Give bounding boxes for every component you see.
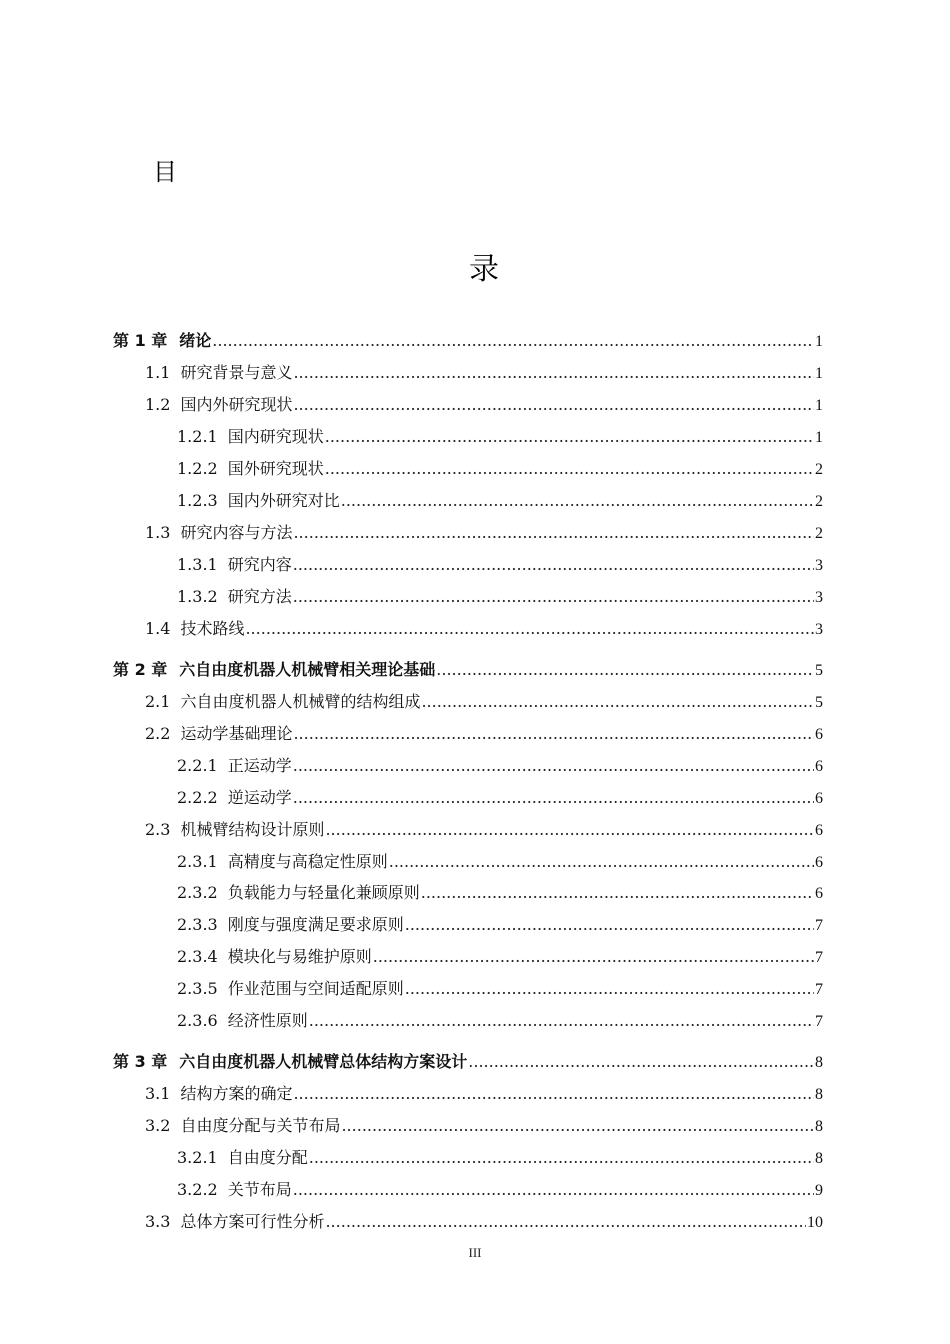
toc-leader-dots — [293, 755, 814, 777]
toc-entry-number: 2.2.1 — [177, 756, 218, 775]
toc-entry-level2[interactable] — [145, 522, 823, 544]
toc-entry-number: 1.2.1 — [177, 427, 218, 446]
toc-entry-page-number: 8 — [815, 1150, 823, 1167]
toc-leader-dots — [373, 946, 814, 968]
toc-entry-page-number: 9 — [815, 1182, 823, 1199]
toc-entry-page-number: 3 — [815, 557, 823, 574]
toc-entry-title: 运动学基础理论 — [180, 724, 293, 743]
toc-leader-dots — [405, 978, 814, 1000]
toc-entry-number: 2.3.5 — [177, 979, 218, 998]
toc-entry-page-number: 3 — [815, 621, 823, 638]
toc-entry-page-number: 6 — [815, 885, 823, 902]
toc-entry-title: 刚度与强度满足要求原则 — [227, 915, 404, 934]
toc-entry-title: 六自由度机器人机械臂总体结构方案设计 — [179, 1052, 468, 1071]
toc-entry-number: 第 1 章 — [113, 331, 168, 350]
toc-entry-level2[interactable] — [145, 1115, 823, 1137]
toc-entry-level2[interactable] — [145, 618, 823, 640]
toc-entry-title: 经济性原则 — [227, 1011, 308, 1030]
toc-entry-title: 六自由度机器人机械臂相关理论基础 — [179, 660, 436, 679]
toc-entry-level3[interactable] — [177, 946, 823, 968]
toc-entry-title: 国内外研究对比 — [227, 491, 340, 510]
toc-entry-title: 机械臂结构设计原则 — [180, 820, 325, 839]
toc-entry-page-number: 6 — [815, 854, 823, 871]
toc-entry-number: 2.3.6 — [177, 1011, 218, 1030]
toc-entry-page-number: 1 — [815, 397, 823, 414]
toc-entry-level3[interactable] — [177, 1179, 823, 1201]
toc-entry-title: 关节布局 — [227, 1180, 292, 1199]
toc-leader-dots — [293, 586, 814, 608]
toc-entry-page-number: 6 — [815, 790, 823, 807]
toc-entry-level3[interactable] — [177, 490, 823, 512]
toc-leader-dots — [293, 554, 814, 576]
toc-leader-dots — [341, 1115, 814, 1137]
toc-leader-dots — [389, 851, 814, 873]
toc-entry-level3[interactable] — [177, 851, 823, 873]
toc-title-first-char: 目 — [153, 158, 177, 186]
toc-entry-number: 1.4 — [145, 619, 171, 638]
toc-leader-dots — [212, 330, 814, 352]
toc-entry-number: 1.3.2 — [177, 587, 218, 606]
toc-entry-title: 国外研究现状 — [227, 459, 324, 478]
toc-entry-level3[interactable] — [177, 882, 823, 904]
footer-page-number: III — [468, 1245, 482, 1260]
toc-entry-page-number: 8 — [815, 1054, 823, 1071]
toc-entry-number: 1.3 — [145, 523, 171, 542]
toc-entry-level3[interactable] — [177, 1010, 823, 1032]
toc-entry-page-number: 1 — [815, 365, 823, 382]
toc-entry-level2[interactable] — [145, 723, 823, 745]
toc-leader-dots — [309, 1010, 814, 1032]
toc-leader-dots — [245, 618, 814, 640]
toc-leader-dots — [293, 394, 814, 416]
toc-entry-number: 2.1 — [145, 692, 171, 711]
toc-entry-title: 技术路线 — [180, 619, 245, 638]
toc-entry-title: 六自由度机器人机械臂的结构组成 — [180, 692, 421, 711]
toc-leader-dots — [325, 1211, 806, 1233]
toc-entry-title: 研究内容与方法 — [180, 523, 293, 542]
toc-entry-title: 自由度分配与关节布局 — [180, 1116, 341, 1135]
toc-entry-page-number: 10 — [807, 1214, 823, 1231]
toc-entry-level1[interactable] — [113, 330, 823, 352]
toc-leader-dots — [293, 1179, 814, 1201]
toc-entry-number: 3.2 — [145, 1116, 171, 1135]
toc-entry-title: 自由度分配 — [227, 1148, 308, 1167]
toc-entry-number: 2.3 — [145, 820, 171, 839]
toc-entry-number: 3.3 — [145, 1212, 171, 1231]
toc-entry-title: 绪论 — [179, 331, 212, 350]
toc-entry-level2[interactable] — [145, 1083, 823, 1105]
toc-leader-dots — [421, 882, 814, 904]
toc-entry-level2[interactable] — [145, 691, 823, 713]
toc-entry-number: 2.3.1 — [177, 852, 218, 871]
toc-entry-level2[interactable] — [145, 362, 823, 384]
toc-leader-dots — [325, 819, 814, 841]
toc-entry-title: 正运动学 — [227, 756, 292, 775]
toc-leader-dots — [293, 1083, 814, 1105]
toc-entry-page-number: 8 — [815, 1118, 823, 1135]
toc-entry-number: 3.1 — [145, 1084, 171, 1103]
toc-entry-title: 逆运动学 — [227, 788, 292, 807]
toc-entry-level3[interactable] — [177, 1147, 823, 1169]
toc-entry-level1[interactable] — [113, 1051, 823, 1073]
toc-leader-dots — [421, 691, 814, 713]
toc-entry-title: 研究方法 — [227, 587, 292, 606]
toc-entry-title: 国内外研究现状 — [180, 395, 293, 414]
toc-entry-title: 负载能力与轻量化兼顾原则 — [227, 883, 420, 902]
toc-entry-level2[interactable] — [145, 394, 823, 416]
toc-entry-page-number: 2 — [815, 461, 823, 478]
toc-leader-dots — [468, 1051, 814, 1073]
toc-leader-dots — [325, 458, 814, 480]
toc-entry-page-number: 7 — [815, 949, 823, 966]
toc-entry-page-number: 1 — [815, 429, 823, 446]
toc-entry-level3[interactable] — [177, 554, 823, 576]
toc-entry-level3[interactable] — [177, 755, 823, 777]
toc-entry-level3[interactable] — [177, 586, 823, 608]
toc-entry-number: 第 2 章 — [113, 660, 168, 679]
toc-entry-number: 2.2.2 — [177, 788, 218, 807]
toc-entry-number: 1.1 — [145, 363, 171, 382]
toc-entry-level3[interactable] — [177, 914, 823, 936]
toc-entry-title: 结构方案的确定 — [180, 1084, 293, 1103]
toc-leader-dots — [341, 490, 814, 512]
toc-leader-dots — [325, 426, 814, 448]
toc-entry-number: 1.2.3 — [177, 491, 218, 510]
toc-entry-number: 3.2.1 — [177, 1148, 218, 1167]
toc-entry-page-number: 7 — [815, 917, 823, 934]
toc-entry-number: 2.3.4 — [177, 947, 218, 966]
toc-entry-number: 1.3.1 — [177, 555, 218, 574]
toc-entry-level3[interactable] — [177, 978, 823, 1000]
toc-title-second-char: 录 — [469, 252, 499, 287]
toc-entry-page-number: 2 — [815, 493, 823, 510]
toc-entry-title: 总体方案可行性分析 — [180, 1212, 325, 1231]
toc-leader-dots — [293, 723, 814, 745]
toc-entry-level1[interactable] — [113, 659, 823, 681]
toc-entry-level3[interactable] — [177, 426, 823, 448]
toc-entry-number: 2.3.2 — [177, 883, 218, 902]
toc-entry-page-number: 6 — [815, 726, 823, 743]
toc-entry-title: 国内研究现状 — [227, 427, 324, 446]
toc-entry-page-number: 6 — [815, 822, 823, 839]
toc-entry-level2[interactable] — [145, 819, 823, 841]
toc-entry-page-number: 3 — [815, 589, 823, 606]
toc-entry-level2[interactable] — [145, 1211, 823, 1233]
toc-entry-number: 2.3.3 — [177, 915, 218, 934]
toc-entry-number: 2.2 — [145, 724, 171, 743]
toc-entry-level3[interactable] — [177, 787, 823, 809]
toc-leader-dots — [436, 659, 814, 681]
toc-leader-dots — [293, 362, 814, 384]
toc-entry-page-number: 7 — [815, 1013, 823, 1030]
toc-entry-number: 第 3 章 — [113, 1052, 168, 1071]
toc-leader-dots — [309, 1147, 814, 1169]
toc-entry-number: 1.2 — [145, 395, 171, 414]
toc-entry-number: 1.2.2 — [177, 459, 218, 478]
toc-entry-title: 模块化与易维护原则 — [227, 947, 372, 966]
toc-entry-level3[interactable] — [177, 458, 823, 480]
toc-entry-title: 高精度与高稳定性原则 — [227, 852, 388, 871]
toc-leader-dots — [293, 522, 814, 544]
toc-entry-page-number: 5 — [815, 694, 823, 711]
toc-entry-title: 作业范围与空间适配原则 — [227, 979, 404, 998]
toc-leader-dots — [293, 787, 814, 809]
toc-entry-page-number: 2 — [815, 525, 823, 542]
toc-entry-page-number: 5 — [815, 662, 823, 679]
toc-entry-page-number: 7 — [815, 981, 823, 998]
toc-leader-dots — [405, 914, 814, 936]
toc-entry-page-number: 1 — [815, 333, 823, 350]
toc-entry-title: 研究内容 — [227, 555, 292, 574]
toc-entry-title: 研究背景与意义 — [180, 363, 293, 382]
toc-entry-page-number: 6 — [815, 758, 823, 775]
toc-entry-number: 3.2.2 — [177, 1180, 218, 1199]
toc-entry-page-number: 8 — [815, 1086, 823, 1103]
